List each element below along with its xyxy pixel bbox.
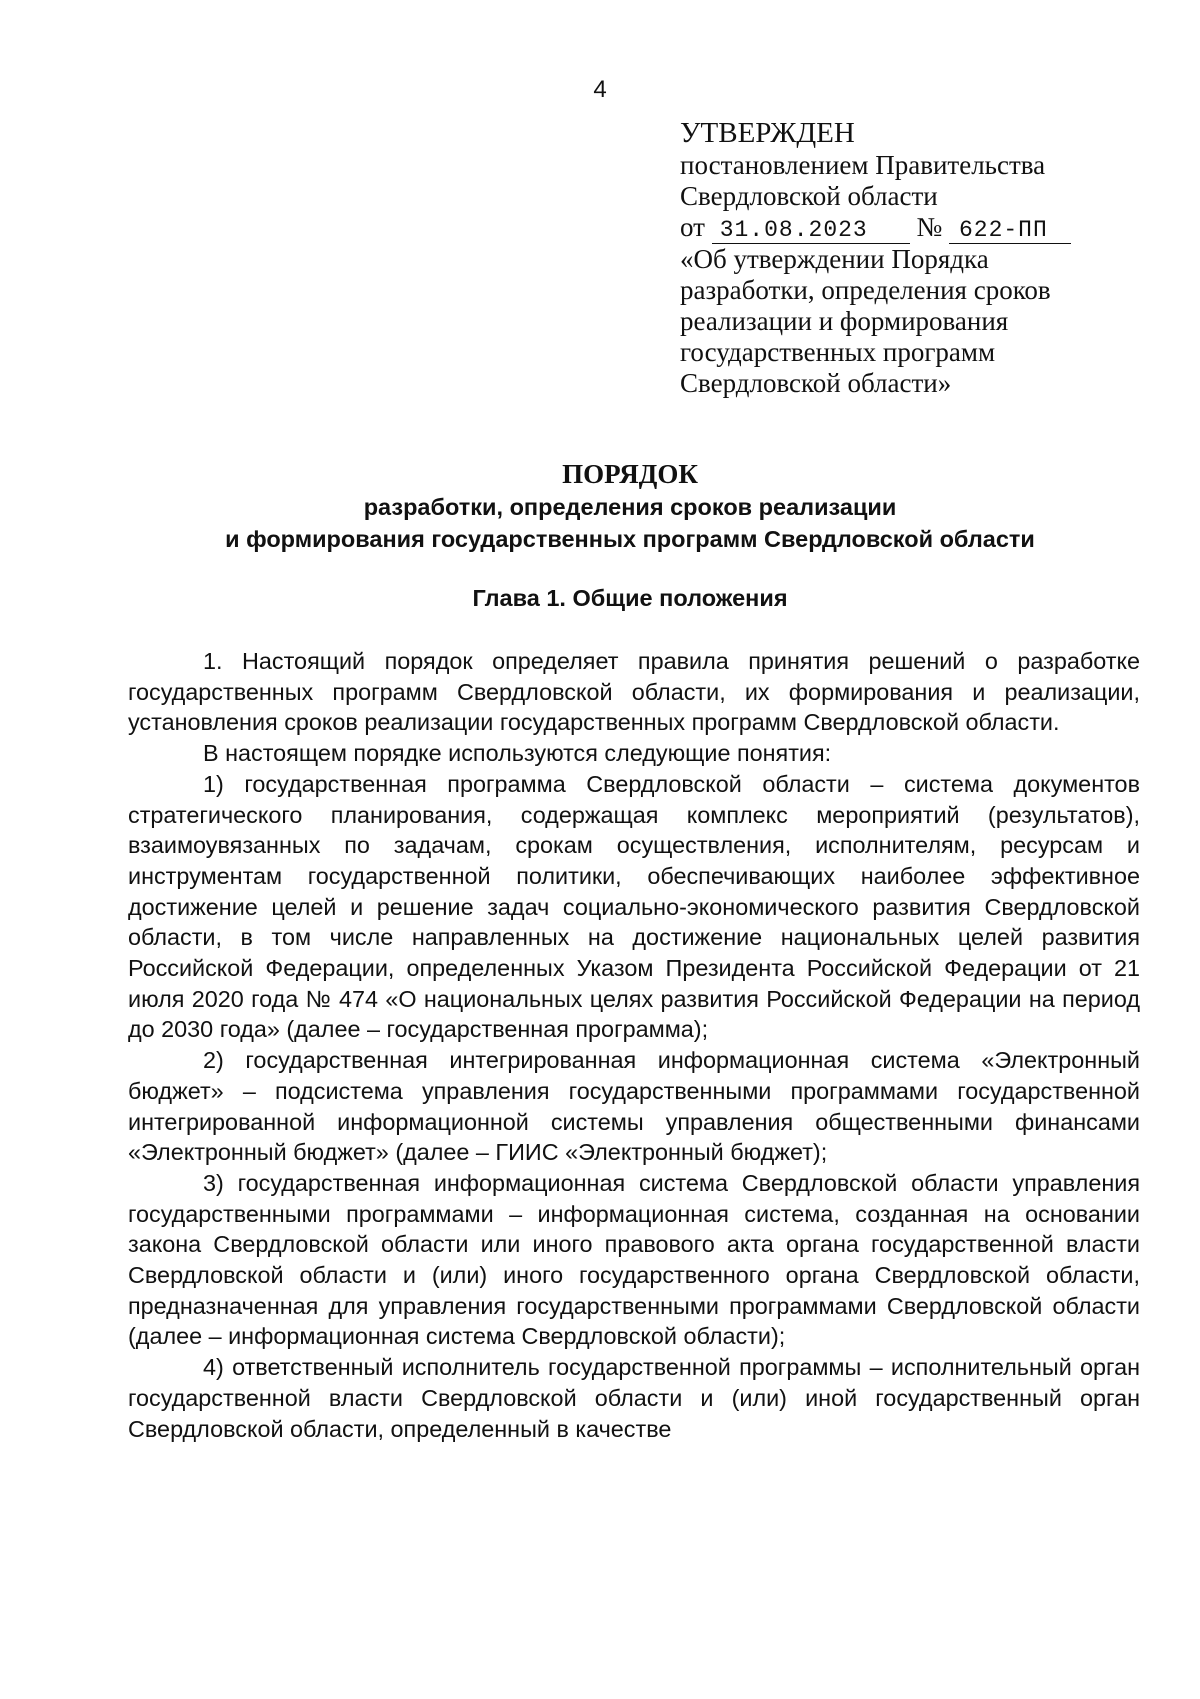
document-body [128, 646, 1140, 1444]
approval-line-2: Свердловской области [680, 181, 938, 211]
approval-stamp [680, 116, 1150, 399]
document-title: ПОРЯДОК [562, 459, 698, 489]
document-subtitle-line: и формирования государственных программ Свердловской области [225, 526, 1035, 552]
page-number: 4 [593, 76, 607, 103]
approval-subject-line: Свердловской области» [680, 368, 952, 398]
approval-subject-line: разработки, определения сроков [680, 275, 1051, 305]
from-label: от [680, 212, 705, 242]
paragraph: 2) государственная интегрированная информационная система «Электронный бюджет» – подсистема управления государственными программами государственной интегрированной информационной системы управления общественными финансами «Электронный бюджет» (далее – ГИИС «Электронный бюджет); [128, 1047, 1140, 1166]
document-title-block [60, 457, 1200, 555]
paragraph: В настоящем порядке используются следующие понятия: [203, 740, 832, 767]
paragraph: 1) государственная программа Свердловской области – система документов стратегического планирования, содержащая комплекс мероприятий (результатов), взаимоувязанных по задачам, срокам осуществления, исполнителям, ресурсам и инструментам государственной политики, обеспечивающих наиболее эффективное достижение целей и решение задач социально-экономического развития Свердловской области, в том числе направленных на достижение национальных целей развития Российской Федерации, определенных Указом Президента Российской Федерации от 21 июля 2020 года № 474 «О национальных целях развития Российской Федерации на период до 2030 года» (далее – государственная программа); [128, 770, 1140, 1043]
approval-line-1: постановлением Правительства [680, 150, 1046, 180]
paragraph: 1. Настоящий порядок определяет правила принятия решений о разработке государственных программ Свердловской области, их формирования и реализации, установления сроков реализации государственных программ Свердловской области. [128, 648, 1140, 736]
approval-heading: УТВЕРЖДЕН [680, 117, 855, 149]
decree-date: 31.08.2023 [712, 217, 910, 244]
number-label: № [916, 212, 943, 242]
chapter-heading: Глава 1. Общие положения [472, 585, 788, 611]
approval-subject-line: реализации и формирования [680, 306, 1009, 336]
decree-date-number-line [680, 212, 1150, 244]
approval-subject-line: «Об утверждении Порядка [680, 244, 989, 274]
paragraph: 4) ответственный исполнитель государственной программы – исполнительный орган государственной власти Свердловской области и (или) иной государственный орган Свердловской области, определенный в качестве [128, 1354, 1140, 1442]
document-subtitle-line: разработки, определения сроков реализации [363, 494, 897, 520]
paragraph: 3) государственная информационная система Свердловской области управления государственными программами – информационная система, созданная на основании закона Свердловской области или иного правового акта органа государственной власти Свердловской области и (или) иного государственного органа Свердловской области, предназначенная для управления государственными программами Свердловской области (далее – информационная система Свердловской области); [128, 1169, 1140, 1350]
decree-number: 622-ПП [949, 217, 1071, 244]
approval-subject-line: государственных программ [680, 337, 996, 367]
